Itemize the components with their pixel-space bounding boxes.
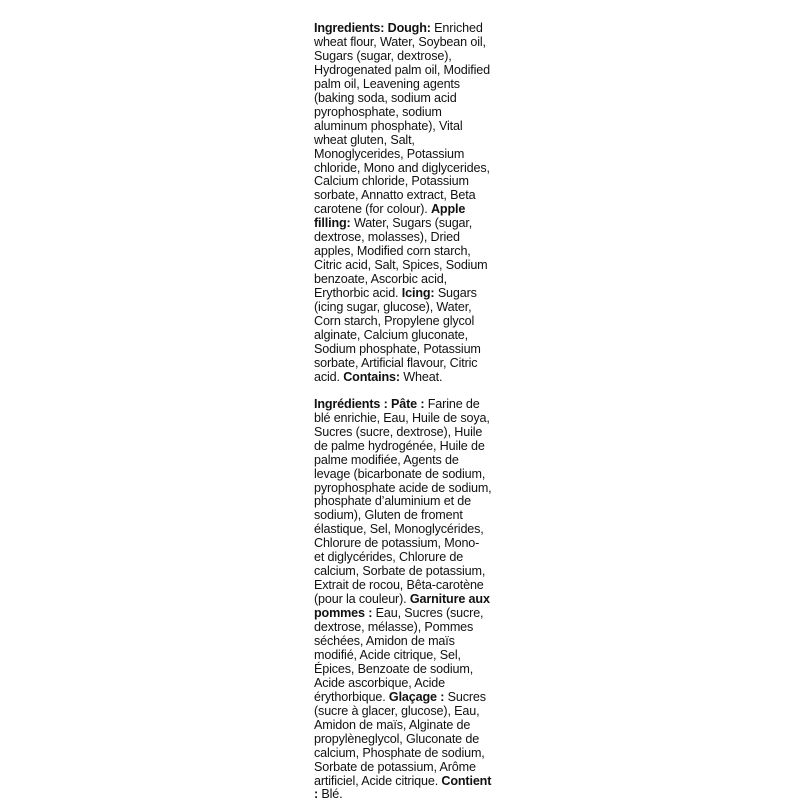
french-apple-filling-ingredients: Eau, Sucres (sucre, dextrose, mélasse), Pommes séchées, Amidon de maïs modifié, Acide citrique, Sel, Épices, Benzoate de sodium, Acide ascorbique, Acide érythorbique. (314, 606, 484, 704)
ingredient-label (314, 22, 492, 802)
english-icing-ingredients: Sugars (icing sugar, glucose), Water, Corn starch, Propylene glycol alginate, Calcium gluconate, Sodium phosphate, Potassium sorbate, Artificial flavour, Citric acid. (314, 286, 481, 384)
english-ingredients-heading: Ingredients: (314, 21, 385, 35)
english-apple-filling-heading: Apple filling: (314, 202, 466, 231)
english-apple-filling-ingredients: Water, Sugars (sugar, dextrose, molasses), Dried apples, Modified corn starch, Citric acid, Salt, Spices, Sodium benzoate, Ascorbic acid, Erythorbic acid. (314, 216, 488, 301)
french-ingredients-paragraph (314, 398, 492, 802)
french-icing-ingredients: Sucres (sucre à glacer, glucose), Eau, Amidon de maïs, Alginate de propylèneglycol, Gluconate de calcium, Phosphate de sodium, Sorbate de potassium, Arôme artificiel, Acide citrique. (314, 689, 486, 788)
english-icing-heading: Icing: (401, 286, 435, 301)
french-contains-heading: Contient : (314, 773, 492, 802)
english-ingredients-paragraph (314, 22, 492, 385)
english-dough-ingredients: Enriched wheat flour, Water, Soybean oil, Sugars (sugar, dextrose), Hydrogenated palm oil, Modified palm oil, Leavening agents (baking soda, sodium acid pyrophosphate, sodium aluminum phosphate), Vital wheat gluten, Salt, Monoglycerides, Potassium chloride, Mono and diglycerides, Calcium chloride, Potassium sorbate, Annatto extract, Beta carotene (for colour). (314, 21, 490, 217)
french-allergen-statement: Blé. (321, 787, 343, 802)
english-contains-heading: Contains: (343, 369, 400, 384)
french-ingredients-heading: Ingrédients : (314, 396, 388, 411)
english-allergen-statement: Wheat. (403, 369, 443, 384)
french-dough-ingredients: Farine de blé enrichie, Eau, Huile de soya, Sucres (sucre, dextrose), Huile de palme hydrogénée, Huile de palme modifiée, Agents de levage (bicarbonate de sodium, pyrophosphate acide de sodium, phosphate d’aluminium et de sodium), Gluten de froment élastique, Sel, Monoglycérides, Chlorure de potassium, Mono- et diglycérides, Chlorure de calcium, Sorbate de potassium, Extrait de rocou, Bêta-carotène (pour la couleur). (314, 396, 492, 607)
french-icing-heading: Glaçage : (388, 689, 445, 704)
french-apple-filling-heading: Garniture aux pommes : (314, 592, 490, 621)
english-dough-heading: Dough: (387, 21, 431, 35)
french-dough-heading: Pâte : (390, 396, 425, 411)
